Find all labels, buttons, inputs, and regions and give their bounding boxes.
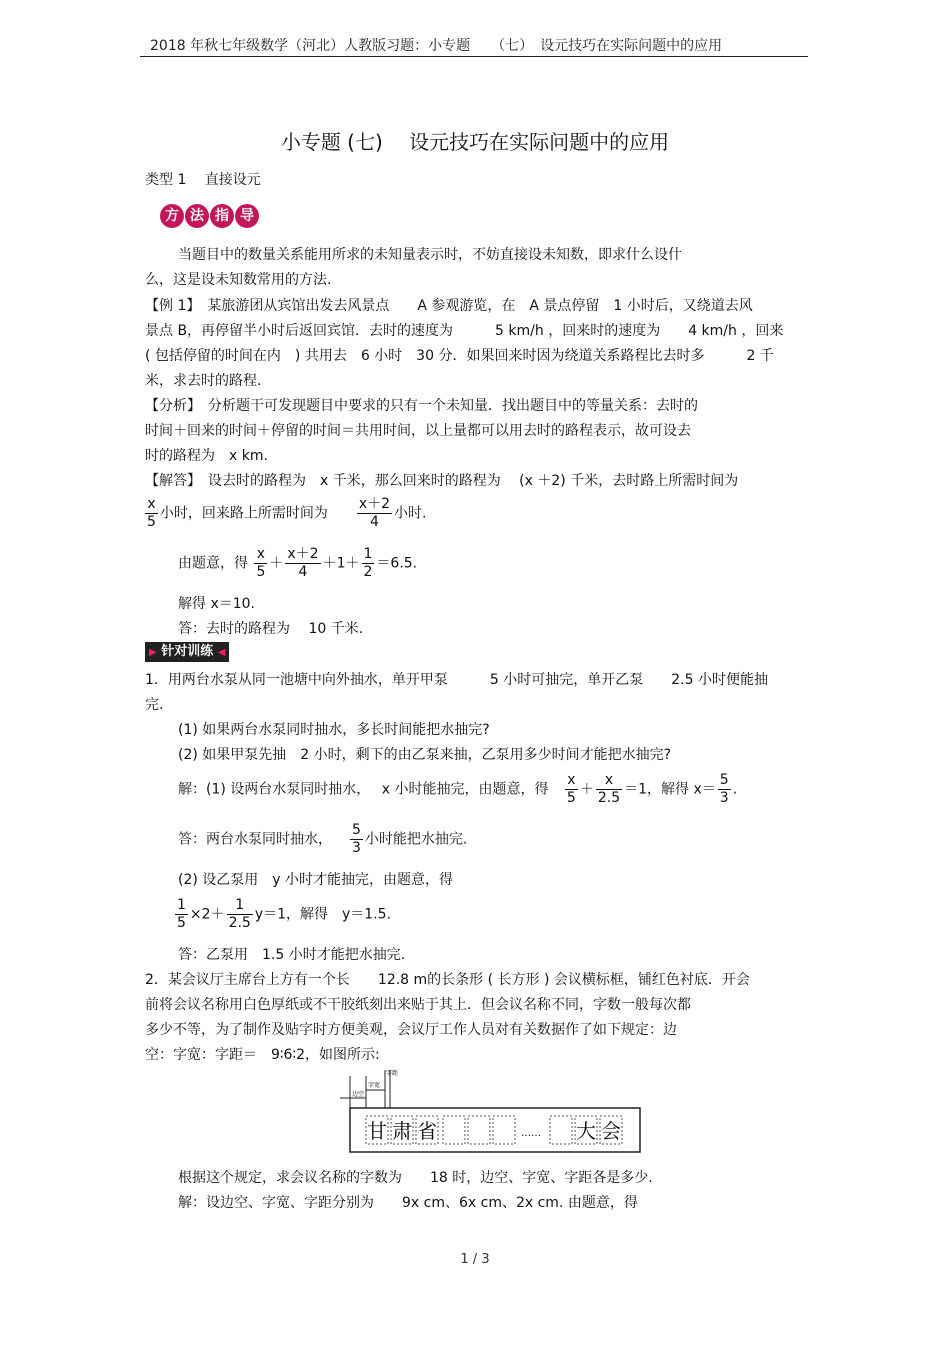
question-part: (1) 如果两台水泵同时抽水，多长时间能把水抽完? [178, 722, 490, 738]
banner-char: 甘 [367, 1119, 387, 1143]
equation: 由题意，得 $\frac{x}{5}$ ＋ $\frac{x+2}{4}$ ＋1＋ $\frac{1}{2}$ ＝6.5. [178, 546, 418, 580]
diagram-label: 边空 [352, 1091, 365, 1098]
answer-line: 答：两台水泵同时抽水， $\frac{5}{3}$ 小时能把水抽完. [178, 822, 468, 856]
question-line: 2．某会议厅主席台上方有一个长 12.8 m的长条形 ( 长方形 ) 会议横标框，铺红色衬底．开会 [145, 972, 750, 988]
badge-char: 法 [185, 204, 209, 228]
question-part: (2) 如果甲泵先抽 2 小时，剩下的由乙泵来抽，乙泵用多少时间才能把水抽完? [178, 747, 672, 763]
diagram-label: 字距 [386, 1070, 399, 1077]
question-line: 1．用两台水泵从同一池塘中向外抽水，单开甲泵 5 小时可抽完，单开乙泵 2.5 小时便能抽 [145, 672, 768, 688]
solution-line: $\frac{x}{5}$ 小时，回来路上所需时间为 $\frac{x+2}{4}$ 小时. [147, 496, 427, 530]
analysis-line: 时间＋回来的时间＋停留的时间＝共用时间，以上量都可以用去时的路程表示，故可设去 [145, 423, 691, 439]
header-rule [140, 56, 808, 57]
running-header: 2018 年秋七年级数学（河北）人教版习题：小专题 （七） 设元技巧在实际问题中的应用 [150, 38, 723, 54]
badge-char: 方 [160, 204, 184, 228]
example-line: 【例 1】 某旅游团从宾馆出发去风景点 A 参观游览，在 A 景点停留 1 小时后，又绕道去风 [145, 298, 753, 314]
page-title: 小专题 (七) 设元技巧在实际问题中的应用 [280, 130, 670, 154]
type-heading: 类型 1 直接设元 [145, 172, 261, 188]
banner-char: 大 [576, 1119, 596, 1143]
badge-char: 指 [210, 204, 234, 228]
question-line: 多少不等，为了制作及贴字时方便美观，会议厅工作人员对有关数据作了如下规定：边 [145, 1022, 677, 1038]
analysis-line: 时的路程为 x km. [145, 448, 268, 464]
banner-char: 肃 [392, 1119, 412, 1143]
analysis-line: 【分析】 分析题干可发现题目中要求的只有一个未知量．找出题目中的等量关系：去时的 [145, 398, 698, 414]
example-line: ( 包括停留的时间在内 ) 共用去 6 小时 30 分．如果回来时因为绕道关系路程比去时多 2 千 [145, 348, 774, 364]
solution-line: 解：(1) 设两台水泵同时抽水， x 小时能抽完，由题意，得 $\frac{x}{5}$ ＋ $\frac{x}{2.5}$ ＝1，解得 x＝ $\frac{5}{3}$ . [178, 772, 738, 806]
banner-char: 省 [417, 1119, 437, 1143]
method-guide-badge [160, 204, 264, 232]
question-line: 根据这个规定，求会议名称的字数为 18 时，边空、字宽、字距各是多少. [178, 1170, 653, 1186]
banner-ellipsis: …… [521, 1128, 541, 1139]
question-line: 空：字宽：字距＝ 9∶6∶2，如图所示: [145, 1047, 380, 1063]
example-line: 景点 B，再停留半小时后返回宾馆．去时的速度为 5 km/h ，回来时的速度为 4 km/h ，回来 [145, 323, 784, 339]
diagram-label: 字宽 [368, 1082, 381, 1089]
example-line: 米，求去时的路程． [145, 373, 271, 389]
solution-line: 【解答】 设去时的路程为 x 千米，那么回来时的路程为 (x ＋2) 千米，去时路上所需时间为 [145, 473, 739, 489]
question-line: 前将会议名称用白色厚纸或不干胶纸刻出来贴于其上．但会议名称不同，字数一般每次都 [145, 997, 691, 1013]
solution-line: (2) 设乙泵用 y 小时才能抽完，由题意，得 [178, 872, 454, 888]
fraction: $\frac{x}{5}$ [147, 496, 156, 530]
banner-char: 会 [601, 1119, 621, 1143]
banner-diagram [340, 1068, 645, 1154]
method-line: 么，这是设未知数常用的方法. [145, 272, 332, 288]
answer-line: 答：去时的路程为 10 千米. [178, 621, 364, 637]
question-line: 完. [145, 697, 164, 713]
badge-char: 导 [235, 204, 259, 228]
practice-tag: ▶ 针对训练 ◀ [145, 642, 229, 662]
page-number: 1 / 3 [460, 1252, 490, 1267]
solution-line: 解：设边空、字宽、字距分别为 9x cm、6x cm、2x cm. 由题意，得 [178, 1195, 638, 1211]
equation: $\frac{1}{5}$ ×2＋ $\frac{1}{2.5}$ y＝1，解得 y＝1.5. [177, 897, 392, 931]
solved-line: 解得 x＝10. [178, 596, 255, 612]
fraction: $\frac{x+2}{4}$ [358, 496, 391, 530]
method-line: 当题目中的数量关系能用所求的未知量表示时，不妨直接设未知数，即求什么设什 [178, 247, 682, 263]
answer-line: 答：乙泵用 1.5 小时才能把水抽完. [178, 947, 406, 963]
